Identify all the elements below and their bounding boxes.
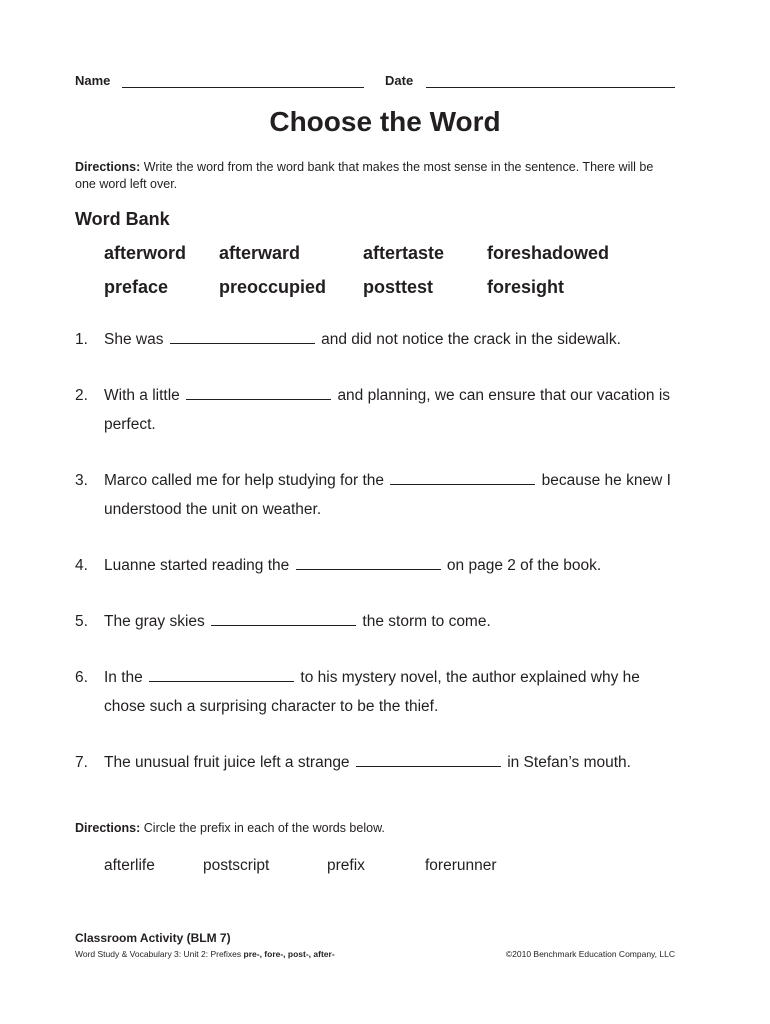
prefix-word[interactable]: postscript: [203, 857, 270, 874]
question-text: and did not notice the crack in the sidewalk.: [321, 331, 621, 348]
question-text-continued: understood the unit on weather.: [104, 501, 322, 518]
question-6: [75, 663, 715, 721]
footer-subtitle-text: Word Study & Vocabulary 3: Unit 2: Prefixes: [75, 949, 244, 959]
question-text-continued: perfect.: [104, 416, 156, 433]
question-text-continued: chose such a surprising character to be the thief.: [104, 698, 439, 715]
word-bank-word: aftertaste: [363, 243, 445, 263]
word-bank-word: afterward: [219, 243, 301, 263]
word-bank-word: preoccupied: [219, 277, 327, 297]
footer-subtitle-prefixes: pre-, fore-, post-, after-: [243, 949, 335, 959]
date-line[interactable]: [426, 87, 675, 88]
question-number: 1.: [75, 331, 88, 348]
question-number: 3.: [75, 472, 88, 489]
question-4: [75, 551, 715, 580]
page-title: Choose the Word: [269, 106, 501, 137]
answer-blank[interactable]: [211, 611, 356, 626]
answer-blank[interactable]: [170, 329, 315, 344]
question-text: in Stefan’s mouth.: [507, 754, 631, 771]
question-7: [75, 748, 715, 777]
question-1: [75, 325, 715, 354]
question-text: to his mystery novel, the author explained why he: [300, 669, 640, 686]
directions-prefix: [75, 820, 675, 837]
date-label: Date: [385, 73, 414, 88]
question-text: because he knew I: [541, 472, 671, 489]
answer-blank[interactable]: [296, 555, 441, 570]
directions-word-bank: [75, 159, 675, 193]
word-bank-word: preface: [104, 277, 169, 297]
word-bank-word: foresight: [487, 277, 565, 297]
question-text: and planning, we can ensure that our vacation is: [337, 387, 671, 404]
answer-blank[interactable]: [149, 667, 294, 682]
question-text: The gray skies: [104, 613, 205, 630]
answer-blank[interactable]: [356, 752, 501, 767]
word-bank-word: foreshadowed: [487, 243, 610, 263]
question-text: The unusual fruit juice left a strange: [104, 754, 350, 771]
question-text: Luanne started reading the: [104, 557, 290, 574]
directions-text: Write the word from the word bank that makes the most sense in the sentence. There will be one word left over.: [75, 160, 654, 191]
footer-title: Classroom Activity (BLM 7): [75, 931, 231, 945]
directions-label: Directions:: [75, 160, 141, 174]
question-text: With a little: [104, 387, 180, 404]
name-line[interactable]: [122, 87, 364, 88]
question-number: 6.: [75, 669, 88, 686]
question-3: [75, 466, 715, 524]
question-number: 7.: [75, 754, 88, 771]
question-5: [75, 607, 715, 636]
directions-label: Directions:: [75, 821, 141, 835]
question-number: 2.: [75, 387, 88, 404]
directions-text: Circle the prefix in each of the words below.: [143, 821, 385, 835]
answer-blank[interactable]: [186, 385, 331, 400]
prefix-word[interactable]: afterlife: [104, 857, 155, 874]
footer-copyright: ©2010 Benchmark Education Company, LLC: [505, 949, 675, 959]
question-text: Marco called me for help studying for the: [104, 472, 384, 489]
question-text: In the: [104, 669, 143, 686]
question-number: 4.: [75, 557, 88, 574]
question-number: 5.: [75, 613, 88, 630]
question-text: on page 2 of the book.: [446, 557, 602, 574]
word-bank-word: afterword: [104, 243, 187, 263]
prefix-word[interactable]: forerunner: [425, 857, 497, 874]
word-bank-word: posttest: [363, 277, 434, 297]
prefix-word[interactable]: prefix: [327, 857, 365, 874]
question-text: She was: [104, 331, 164, 348]
answer-blank[interactable]: [390, 470, 535, 485]
question-2: [75, 381, 715, 439]
word-bank-heading: Word Bank: [75, 209, 170, 229]
question-text: the storm to come.: [362, 613, 491, 630]
footer-subtitle: [75, 949, 335, 959]
name-label: Name: [75, 73, 111, 88]
